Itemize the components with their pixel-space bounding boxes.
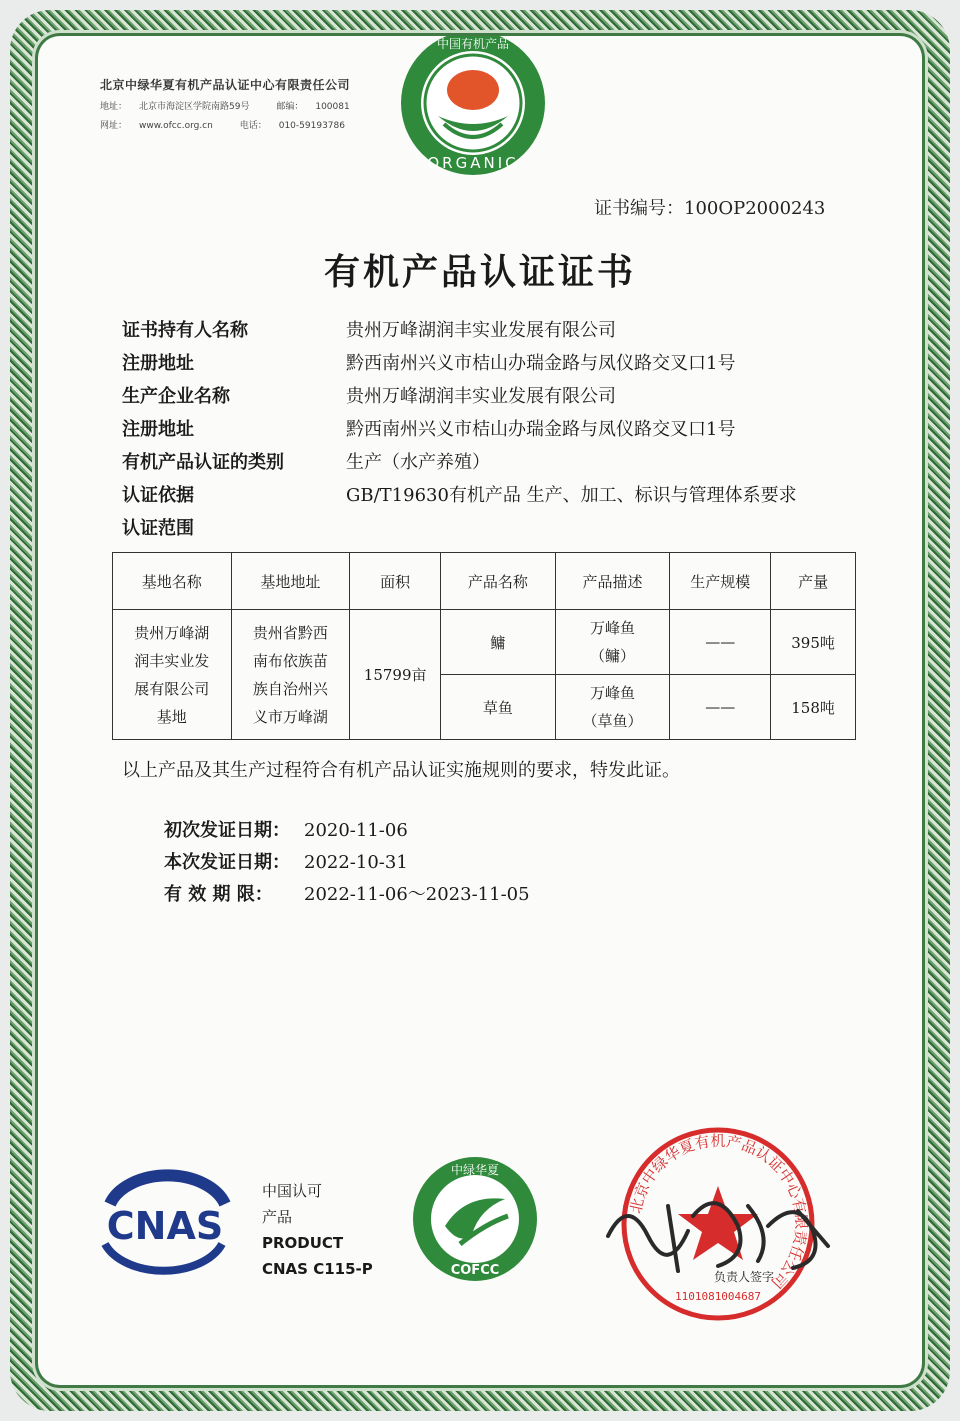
column-header: 生产规模 (670, 553, 771, 610)
date-row (164, 880, 530, 912)
certificate-number: 证书编号：100OP2000243 (594, 198, 826, 219)
date-value: 2022-10-31 (304, 852, 408, 873)
info-label: 证书持有人名称 (122, 320, 248, 341)
scope-table (112, 552, 856, 740)
issuer-phone: 010-59193786 (278, 121, 345, 131)
product-description-cell (555, 610, 670, 675)
info-label: 有机产品认证的类别 (122, 452, 284, 473)
certification-statement: 以上产品及其生产过程符合有机产品认证实施规则的要求，特发此证。 (122, 760, 680, 781)
issuer-address-line (100, 99, 420, 112)
certificate-paper (38, 36, 922, 1385)
output-cell: 158吨 (771, 675, 856, 740)
issuer-postcode: 100081 (315, 102, 350, 112)
dates-block (164, 816, 530, 912)
issuer-block (100, 76, 420, 131)
organic-logo-icon (398, 36, 548, 178)
website-label: 网址： (100, 121, 128, 131)
date-label: 有 效 期 限： (164, 884, 273, 905)
description-line: （草鱼） (582, 712, 643, 730)
base-name-line: 润丰实业发 (134, 651, 210, 670)
column-header: 产量 (771, 553, 856, 610)
cnas-en-line: PRODUCT (262, 1234, 344, 1252)
seal-ring-text: 北京中绿华夏有机产品认证中心有限责任公司 (626, 1131, 811, 1292)
info-label: 注册地址 (122, 353, 194, 374)
issuer-website: www.ofcc.org.cn (139, 121, 213, 131)
cofcc-logo-bottom-text: COFCC (450, 1263, 500, 1278)
date-value: 2022-11-06～2023-11-05 (304, 884, 530, 905)
signature-label: 负责人签字 (714, 1270, 775, 1284)
info-label: 认证依据 (122, 485, 194, 506)
date-row (164, 816, 530, 848)
cofcc-logo-top-text: 中绿华夏 (450, 1163, 500, 1177)
organic-logo-english: ORGANIC (427, 154, 519, 172)
date-label: 本次发证日期： (164, 852, 290, 873)
description-line: 万峰鱼 (590, 684, 636, 702)
base-name-line: 展有限公司 (134, 679, 210, 698)
base-address-line: 贵州省黔西 (252, 623, 328, 642)
cnas-logo-text: CNAS (106, 1204, 224, 1248)
cnas-cn-line: 产品 (262, 1208, 293, 1226)
production-scale-cell: —— (670, 675, 771, 740)
cnas-logo-icon (90, 1164, 240, 1284)
info-value: 黔西南州兴义市桔山办瑞金路与凤仪路交叉口1号 (346, 353, 736, 374)
product-name-cell: 鳙 (441, 610, 556, 675)
base-address-line: 义市万峰湖 (252, 707, 328, 726)
column-header: 产品描述 (555, 553, 670, 610)
info-value: 黔西南州兴义市桔山办瑞金路与凤仪路交叉口1号 (346, 419, 736, 440)
seal-number: 1101081004687 (674, 1290, 762, 1303)
phone-label: 电话： (239, 121, 267, 131)
description-line: （鳙） (590, 647, 636, 665)
production-scale-cell: —— (670, 610, 771, 675)
date-label: 初次发证日期： (164, 820, 290, 841)
base-address-line: 族自治州兴 (252, 679, 328, 698)
date-value: 2020-11-06 (304, 820, 408, 841)
base-name-line: 贵州万峰湖 (134, 623, 210, 642)
base-address-line: 南布依族苗 (252, 651, 328, 670)
column-header: 基地地址 (231, 553, 350, 610)
product-name-cell: 草鱼 (441, 675, 556, 740)
info-label: 注册地址 (122, 419, 194, 440)
info-value: 生产（水产养殖） (346, 452, 490, 473)
cnas-cn-line: 中国认可 (262, 1182, 323, 1200)
base-name-line: 基地 (156, 707, 187, 726)
cofcc-logo-icon (410, 1154, 540, 1284)
base-name-cell (113, 610, 232, 740)
postcode-label: 邮编： (276, 102, 304, 112)
cnas-en-line: CNAS C115-P (262, 1260, 373, 1278)
column-header: 基地名称 (113, 553, 232, 610)
organic-logo-chinese: 中国有机产品 (436, 37, 510, 51)
column-header: 面积 (350, 553, 441, 610)
area-cell: 15799亩 (350, 610, 441, 740)
address-label: 地址： (100, 102, 128, 112)
issuer-contact-line (100, 118, 420, 131)
page-title: 有机产品认证证书 (323, 252, 636, 293)
cnas-accreditation-text (262, 1178, 373, 1282)
base-address-cell (231, 610, 350, 740)
issuer-name: 北京中绿华夏有机产品认证中心有限责任公司 (100, 78, 351, 92)
info-label: 认证范围 (122, 518, 194, 539)
column-header: 产品名称 (441, 553, 556, 610)
info-value: 贵州万峰湖润丰实业发展有限公司 (346, 386, 616, 407)
description-line: 万峰鱼 (590, 619, 636, 637)
output-cell: 395吨 (771, 610, 856, 675)
info-value: GB/T19630有机产品 生产、加工、标识与管理体系要求 (346, 485, 797, 506)
info-label: 生产企业名称 (122, 386, 230, 407)
table-row (113, 610, 856, 675)
date-row (164, 848, 530, 880)
issuer-address: 北京市海淀区学院南路59号 (139, 102, 250, 112)
scope-table-header (113, 553, 856, 610)
product-description-cell (555, 675, 670, 740)
info-value: 贵州万峰湖润丰实业发展有限公司 (346, 320, 616, 341)
